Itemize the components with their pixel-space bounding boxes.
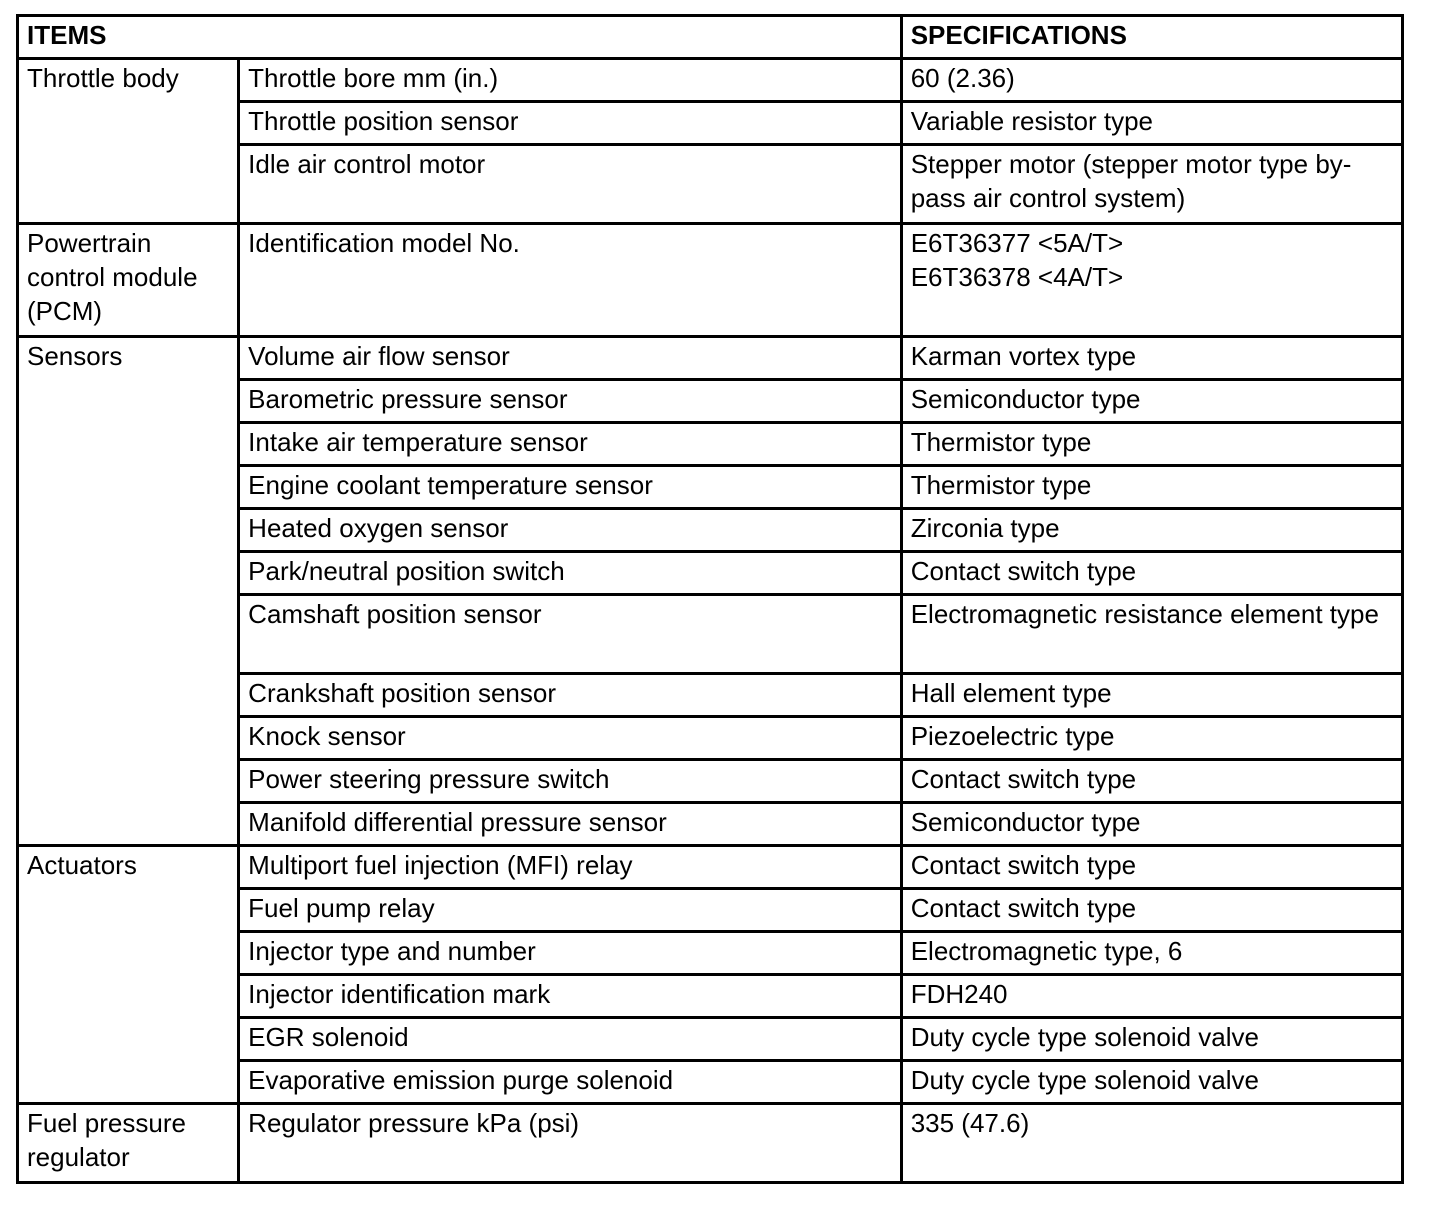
item-cell: EGR solenoid (239, 1018, 902, 1061)
spec-cell: Stepper motor (stepper motor type by-pass air control system) (901, 145, 1402, 224)
spec-cell: Duty cycle type solenoid valve (901, 1061, 1402, 1104)
spec-cell: Hall element type (901, 674, 1402, 717)
item-cell: Power steering pressure switch (239, 760, 902, 803)
spec-cell: Contact switch type (901, 889, 1402, 932)
item-cell: Injector identification mark (239, 975, 902, 1018)
item-cell: Camshaft position sensor (239, 595, 902, 674)
item-cell: Injector type and number (239, 932, 902, 975)
spec-cell: Contact switch type (901, 846, 1402, 889)
spec-cell: 335 (47.6) (901, 1104, 1402, 1183)
items-header: ITEMS (18, 16, 902, 59)
table-row (18, 1104, 1403, 1183)
item-cell: Manifold differential pressure sensor (239, 803, 902, 846)
item-cell: Crankshaft position sensor (239, 674, 902, 717)
specifications-header: SPECIFICATIONS (901, 16, 1402, 59)
spec-cell: Contact switch type (901, 760, 1402, 803)
item-cell: Volume air flow sensor (239, 337, 902, 380)
spec-line: E6T36377 <5A/T> (910, 228, 1124, 258)
spec-cell: Variable resistor type (901, 102, 1402, 145)
item-cell: Throttle position sensor (239, 102, 902, 145)
item-cell: Intake air temperature sensor (239, 423, 902, 466)
spec-cell: Contact switch type (901, 552, 1402, 595)
table-row (18, 59, 1403, 102)
spec-cell: Electromagnetic resistance element type (901, 595, 1402, 674)
spec-cell: Karman vortex type (901, 337, 1402, 380)
specifications-table (16, 14, 1404, 1184)
item-cell: Knock sensor (239, 717, 902, 760)
item-cell: Evaporative emission purge solenoid (239, 1061, 902, 1104)
spec-line: E6T36378 <4A/T> (910, 262, 1124, 292)
spec-cell: Semiconductor type (901, 380, 1402, 423)
item-cell: Park/neutral position switch (239, 552, 902, 595)
item-cell: Barometric pressure sensor (239, 380, 902, 423)
item-cell: Regulator pressure kPa (psi) (239, 1104, 902, 1183)
table-row (18, 224, 1403, 337)
group-label-pcm: Powertrain control module (PCM) (18, 224, 239, 337)
group-label-actuators: Actuators (18, 846, 239, 1104)
spec-cell: Semiconductor type (901, 803, 1402, 846)
item-cell: Fuel pump relay (239, 889, 902, 932)
item-cell: Throttle bore mm (in.) (239, 59, 902, 102)
item-cell: Multiport fuel injection (MFI) relay (239, 846, 902, 889)
table-header-row (18, 16, 1403, 59)
spec-cell: Thermistor type (901, 466, 1402, 509)
spec-cell: Electromagnetic type, 6 (901, 932, 1402, 975)
spec-cell: 60 (2.36) (901, 59, 1402, 102)
item-cell: Engine coolant temperature sensor (239, 466, 902, 509)
spec-cell (901, 224, 1402, 337)
item-cell: Identification model No. (239, 224, 902, 337)
spec-cell: Zirconia type (901, 509, 1402, 552)
spec-cell: Duty cycle type solenoid valve (901, 1018, 1402, 1061)
group-label-sensors: Sensors (18, 337, 239, 846)
item-cell: Idle air control motor (239, 145, 902, 224)
spec-cell: Piezoelectric type (901, 717, 1402, 760)
item-cell: Heated oxygen sensor (239, 509, 902, 552)
spec-cell: FDH240 (901, 975, 1402, 1018)
spec-cell: Thermistor type (901, 423, 1402, 466)
group-label-throttle-body: Throttle body (18, 59, 239, 224)
group-label-fuel-pressure-regulator: Fuel pressure regulator (18, 1104, 239, 1183)
table-row (18, 337, 1403, 380)
table-row (18, 846, 1403, 889)
